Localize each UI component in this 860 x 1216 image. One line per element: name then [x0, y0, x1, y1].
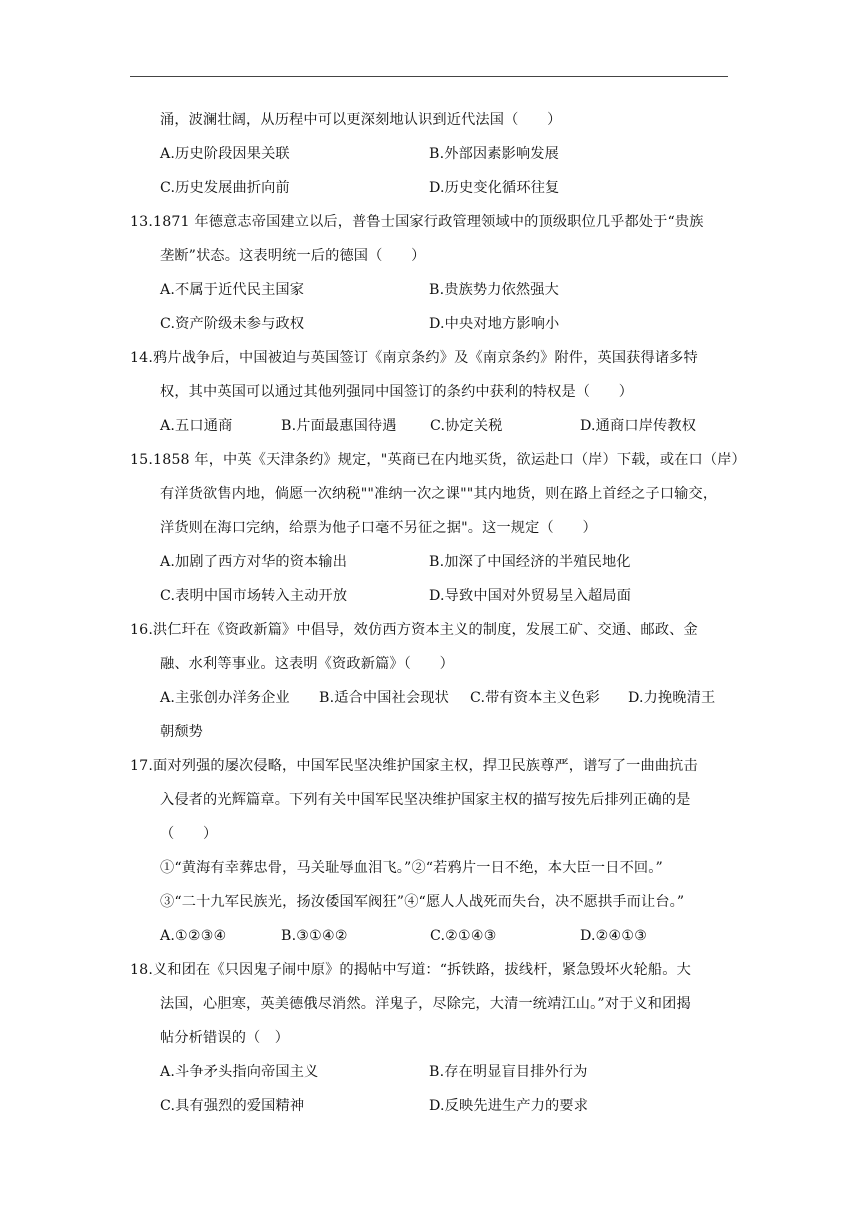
option-c[interactable]: C.具有强烈的爱国精神 — [160, 1098, 305, 1114]
question-stem: 权，其中英国可以通过其他列强同中国签订的条约中获利的特权是（ ） — [160, 384, 634, 400]
option-d[interactable]: D.中央对地方影响小 — [429, 316, 560, 332]
quote-line: ③“二十九军民族光，扬汝倭国军阀狂”④“愿人人战死而失台，决不愿拱手而让台。” — [160, 894, 685, 910]
question-stem: 17.面对列强的屡次侵略，中国军民坚决维护国家主权，捍卫民族尊严，谱写了一曲曲抗击 — [130, 758, 698, 774]
question-stem: 帖分析错误的（ ） — [160, 1030, 290, 1046]
option-b[interactable]: B.③①④② — [281, 928, 348, 944]
question-stem: 18.义和团在《只因鬼子闹中原》的揭帖中写道：“拆铁路，拔线杆，紧急毁坏火轮船。大 — [130, 962, 691, 978]
option-a[interactable]: A.斗争矛头指向帝国主义 — [160, 1064, 319, 1080]
option-a[interactable]: A.主张创办洋务企业 — [160, 690, 290, 706]
option-a[interactable]: A.五口通商 — [160, 418, 233, 434]
question-stem: （ ） — [160, 826, 218, 842]
question-stem: 融、水利等事业。这表明《资政新篇》（ ） — [160, 656, 454, 672]
option-b[interactable]: B.适合中国社会现状 — [319, 690, 449, 706]
option-b[interactable]: B.存在明显盲目排外行为 — [429, 1064, 588, 1080]
option-d[interactable]: D.通商口岸传教权 — [580, 418, 697, 434]
question-stem: 涌，波澜壮阔，从历程中可以更深刻地认识到近代法国（ ） — [160, 112, 562, 128]
option-d[interactable]: D.历史变化循环往复 — [429, 180, 560, 196]
option-c[interactable]: C.②①④③ — [430, 928, 497, 944]
option-c[interactable]: C.协定关税 — [430, 418, 503, 434]
option-c[interactable]: C.带有资本主义色彩 — [470, 690, 600, 706]
question-stem: 洋货则在海口完纳，给票为他子口毫不另征之据"。这一规定（ ） — [160, 520, 597, 536]
option-c[interactable]: C.历史发展曲折向前 — [160, 180, 290, 196]
quote-line: ①“黄海有幸葬忠骨，马关耻辱血泪飞。”②“若鸦片一日不绝，本大臣一日不回。” — [160, 860, 663, 876]
option-b[interactable]: B.外部因素影响发展 — [429, 146, 559, 162]
question-stem: 垄断”状态。这表明统一后的德国（ ） — [160, 248, 426, 264]
question-stem: 13.1871 年德意志帝国建立以后，普鲁士国家行政管理领域中的顶级职位几乎都处于“贵族 — [130, 214, 704, 230]
option-a[interactable]: A.不属于近代民主国家 — [160, 282, 305, 298]
option-a[interactable]: A.历史阶段因果关联 — [160, 146, 290, 162]
option-d[interactable]: D.力挽晚清王 — [628, 690, 716, 706]
option-a[interactable]: A.①②③④ — [160, 928, 227, 944]
option-d[interactable]: D.②④①③ — [580, 928, 648, 944]
option-c[interactable]: C.表明中国市场转入主动开放 — [160, 588, 348, 604]
option-d-continuation: 朝颓势 — [160, 724, 204, 740]
question-stem: 14.鸦片战争后，中国被迫与英国签订《南京条约》及《南京条约》附件，英国获得诸多特 — [130, 350, 698, 366]
question-stem: 有洋货欲售内地，倘愿一次纳税""准纳一次之课""其内地货，则在路上首经之子口输交， — [160, 486, 718, 502]
option-b[interactable]: B.加深了中国经济的半殖民地化 — [429, 554, 631, 570]
option-c[interactable]: C.资产阶级未参与政权 — [160, 316, 305, 332]
option-b[interactable]: B.贵族势力依然强大 — [429, 282, 559, 298]
question-stem: 15.1858 年，中英《天津条约》规定，"英商已在内地买货，欲运赴口（岸）下载，或在口（岸） — [130, 452, 746, 468]
option-d[interactable]: D.反映先进生产力的要求 — [429, 1098, 589, 1114]
option-d[interactable]: D.导致中国对外贸易呈入超局面 — [429, 588, 632, 604]
option-b[interactable]: B.片面最惠国待遇 — [281, 418, 397, 434]
option-a[interactable]: A.加剧了西方对华的资本输出 — [160, 554, 348, 570]
question-stem: 16.洪仁玕在《资政新篇》中倡导，效仿西方资本主义的制度，发展工矿、交通、邮政、金 — [130, 622, 698, 638]
question-stem: 法国，心胆寒，英美德俄尽消然。洋鬼子，尽除完，大清一统靖江山。”对于义和团揭 — [160, 996, 691, 1012]
question-stem: 入侵者的光辉篇章。下列有关中国军民坚决维护国家主权的描写按先后排列正确的是 — [160, 792, 691, 808]
